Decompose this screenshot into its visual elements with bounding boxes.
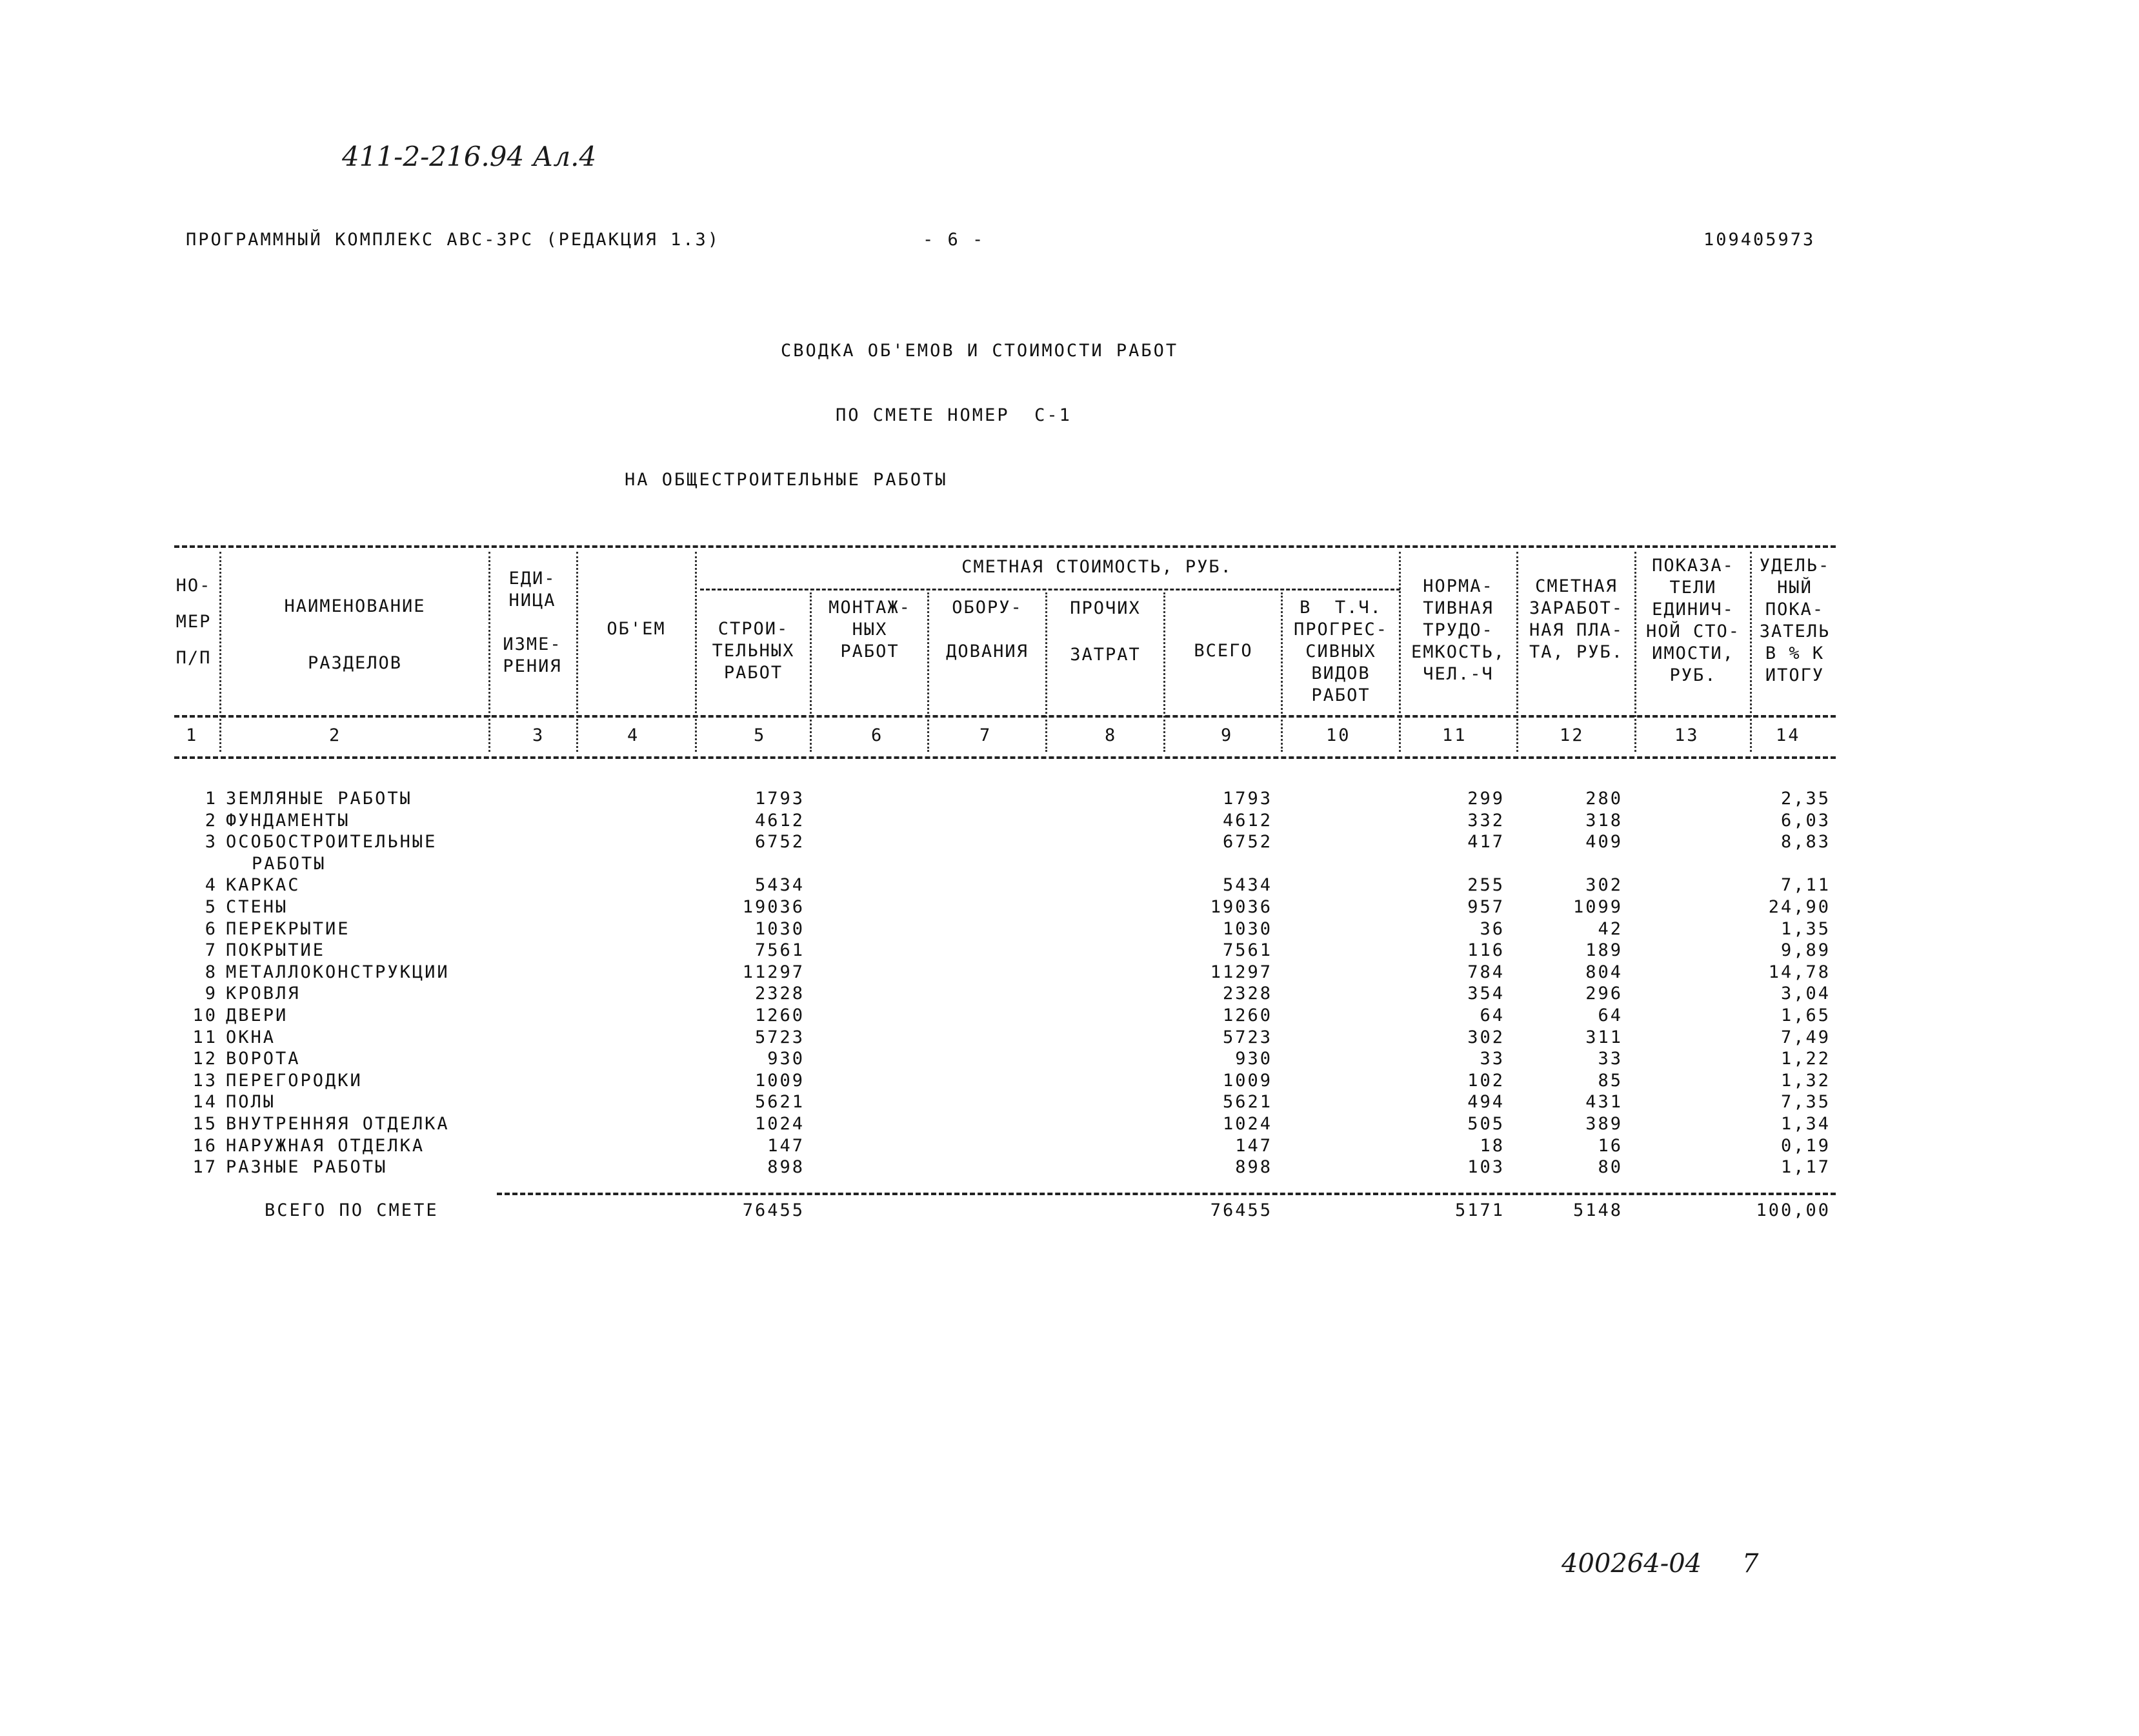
row-total: 1260 (1222, 1005, 1272, 1025)
row-name: ФУНДАМЕНТЫ (226, 811, 350, 831)
table-row (0, 811, 2139, 833)
column-number: 9 (1221, 725, 1234, 745)
row-labor: 299 (1467, 789, 1505, 809)
row-wage: 389 (1585, 1114, 1623, 1134)
row-name: ПЕРЕГОРОДКИ (226, 1071, 363, 1091)
row-labor: 505 (1467, 1114, 1505, 1134)
table-row (0, 962, 2139, 984)
row-number: 2 (205, 811, 217, 831)
row-labor: 494 (1467, 1092, 1505, 1112)
row-share: 6,03 (1780, 811, 1831, 831)
table-row (0, 984, 2139, 1005)
table-row (0, 919, 2139, 941)
page-number: - 6 - (923, 230, 985, 250)
totals-top-rule (497, 1193, 1836, 1195)
row-wage: 318 (1585, 811, 1623, 831)
row-total: 898 (1235, 1157, 1272, 1177)
row-number: 16 (192, 1136, 217, 1156)
row-number: 14 (192, 1092, 217, 1112)
col-header-progressive: В Т.Ч. ПРОГРЕС- СИВНЫХ ВИДОВ РАБОТ (1293, 598, 1389, 705)
numbers-bottom-rule (174, 756, 1836, 759)
table-row (0, 1114, 2139, 1136)
row-number: 5 (205, 897, 217, 917)
row-name: ПОЛЫ (226, 1092, 276, 1112)
row-share: 2,35 (1780, 789, 1831, 809)
table-row (0, 897, 2139, 919)
handwritten-doc-number: 411-2-216.94 Ал.4 (342, 141, 597, 172)
row-name: ОСОБОСТРОИТЕЛЬНЫЕ (226, 832, 437, 852)
row-construction: 1009 (754, 1071, 805, 1091)
row-total: 5621 (1222, 1092, 1272, 1112)
row-share: 1,34 (1780, 1114, 1831, 1134)
row-number: 8 (205, 962, 217, 982)
column-number: 4 (627, 725, 640, 745)
row-name: НАРУЖНАЯ ОТДЕЛКА (226, 1136, 425, 1156)
table-row (0, 1049, 2139, 1071)
column-number: 12 (1560, 725, 1585, 745)
program-header: ПРОГРАММНЫЙ КОМПЛЕКС АВС-3РС (РЕДАКЦИЯ 1.3) (186, 230, 720, 250)
handwritten-archive-number: 400264-04 (1562, 1549, 1702, 1579)
row-total: 2328 (1222, 984, 1272, 1004)
row-total: 1024 (1222, 1114, 1272, 1134)
row-wage: 42 (1598, 919, 1623, 939)
row-name: ДВЕРИ (226, 1005, 288, 1025)
row-name: ВОРОТА (226, 1049, 301, 1069)
row-wage: 189 (1585, 940, 1623, 960)
row-labor: 36 (1480, 919, 1505, 939)
table-row (0, 1092, 2139, 1114)
row-name: СТЕНЫ (226, 897, 288, 917)
row-labor: 332 (1467, 811, 1505, 831)
table-row (0, 1136, 2139, 1158)
table-row (0, 940, 2139, 962)
col-header-labor: НОРМА- ТИВНАЯ ТРУДО- ЕМКОСТЬ, ЧЕЛ.-Ч (1411, 576, 1506, 684)
row-wage: 280 (1585, 789, 1623, 809)
total-labor: 5171 (1454, 1200, 1505, 1220)
table-row (0, 875, 2139, 897)
row-construction: 1260 (754, 1005, 805, 1025)
row-total: 19036 (1210, 897, 1272, 917)
col-header-cost-group: СМЕТНАЯ СТОИМОСТЬ, РУБ. (961, 557, 1232, 577)
row-share: 1,35 (1780, 919, 1831, 939)
row-labor: 64 (1480, 1005, 1505, 1025)
row-labor: 255 (1467, 875, 1505, 895)
column-number: 3 (532, 725, 545, 745)
row-share: 1,17 (1780, 1157, 1831, 1177)
row-number: 12 (192, 1049, 217, 1069)
column-number-row (0, 725, 2139, 747)
row-construction: 898 (767, 1157, 805, 1177)
table-row (0, 832, 2139, 854)
col-header-name: НАИМЕНОВАНИЕ РАЗДЕЛОВ (284, 596, 426, 673)
estimate-number: ПО СМЕТЕ НОМЕР С-1 (836, 405, 1072, 425)
row-number: 6 (205, 919, 217, 939)
col-header-construction: СТРОИ- ТЕЛЬНЫХ РАБОТ (712, 619, 795, 683)
row-wage: 85 (1598, 1071, 1623, 1091)
row-number: 11 (192, 1027, 217, 1047)
col-header-other: ПРОЧИХ ЗАТРАТ (1070, 598, 1141, 665)
row-wage: 33 (1598, 1049, 1623, 1069)
row-total: 4612 (1222, 811, 1272, 831)
table-row-continuation (0, 854, 2139, 876)
column-number: 5 (754, 725, 767, 745)
row-number: 1 (205, 789, 217, 809)
row-total: 5434 (1222, 875, 1272, 895)
row-labor: 102 (1467, 1071, 1505, 1091)
row-share: 14,78 (1768, 962, 1831, 982)
row-construction: 6752 (754, 832, 805, 852)
row-wage: 804 (1585, 962, 1623, 982)
col-header-installation: МОНТАЖ- НЫХ РАБОТ (828, 598, 911, 661)
row-construction: 2328 (754, 984, 805, 1004)
total-share: 100,00 (1756, 1200, 1831, 1220)
row-labor: 103 (1467, 1157, 1505, 1177)
row-wage: 409 (1585, 832, 1623, 852)
estimate-subject: НА ОБЩЕСТРОИТЕЛЬНЫЕ РАБОТЫ (625, 470, 948, 490)
row-construction: 1024 (754, 1114, 805, 1134)
row-share: 7,49 (1780, 1027, 1831, 1047)
row-wage: 80 (1598, 1157, 1623, 1177)
row-name: РАЗНЫЕ РАБОТЫ (226, 1157, 388, 1177)
row-number: 4 (205, 875, 217, 895)
column-number: 7 (979, 725, 992, 745)
row-wage: 296 (1585, 984, 1623, 1004)
table-row (0, 1157, 2139, 1179)
row-construction: 4612 (754, 811, 805, 831)
row-total: 6752 (1222, 832, 1272, 852)
row-total: 1793 (1222, 789, 1272, 809)
col-header-unit-cost: ПОКАЗА- ТЕЛИ ЕДИНИЧ- НОЙ СТО- ИМОСТИ, РУБ. (1645, 556, 1741, 685)
row-number: 7 (205, 940, 217, 960)
row-name: ВНУТРЕННЯЯ ОТДЕЛКА (226, 1114, 450, 1134)
row-name: КРОВЛЯ (226, 984, 301, 1004)
row-wage: 302 (1585, 875, 1623, 895)
row-labor: 354 (1467, 984, 1505, 1004)
row-number: 3 (205, 832, 217, 852)
row-share: 24,90 (1768, 897, 1831, 917)
row-construction: 1030 (754, 919, 805, 939)
handwritten-page-number: 7 (1742, 1549, 1759, 1579)
row-construction: 5621 (754, 1092, 805, 1112)
table-row (0, 1027, 2139, 1049)
row-construction: 1793 (754, 789, 805, 809)
row-name: МЕТАЛЛОКОНСТРУКЦИИ (226, 962, 450, 982)
row-total: 930 (1235, 1049, 1272, 1069)
row-wage: 431 (1585, 1092, 1623, 1112)
row-name: ПОКРЫТИЕ (226, 940, 326, 960)
row-total: 5723 (1222, 1027, 1272, 1047)
table-top-rule (174, 545, 1836, 548)
header-bottom-rule (174, 715, 1836, 718)
row-share: 8,83 (1780, 832, 1831, 852)
column-number: 6 (871, 725, 884, 745)
row-share: 3,04 (1780, 984, 1831, 1004)
col-header-equipment: ОБОРУ- ДОВАНИЯ (946, 598, 1029, 661)
row-share: 0,19 (1780, 1136, 1831, 1156)
row-labor: 302 (1467, 1027, 1505, 1047)
column-number: 1 (186, 725, 199, 745)
row-share: 1,32 (1780, 1071, 1831, 1091)
row-labor: 18 (1480, 1136, 1505, 1156)
column-number: 10 (1326, 725, 1351, 745)
row-labor: 116 (1467, 940, 1505, 960)
document-code: 109405973 (1703, 230, 1816, 250)
row-construction: 7561 (754, 940, 805, 960)
row-construction: 5434 (754, 875, 805, 895)
row-name-continuation: РАБОТЫ (252, 854, 326, 874)
row-total: 11297 (1210, 962, 1272, 982)
column-number: 11 (1442, 725, 1467, 745)
table-row (0, 789, 2139, 811)
row-name: ЗЕМЛЯНЫЕ РАБОТЫ (226, 789, 412, 809)
total-wage: 5148 (1572, 1200, 1623, 1220)
column-number: 8 (1105, 725, 1118, 745)
row-share: 9,89 (1780, 940, 1831, 960)
row-construction: 5723 (754, 1027, 805, 1047)
col-header-share: УДЕЛЬ- НЫЙ ПОКА- ЗАТЕЛЬ В % К ИТОГУ (1759, 556, 1831, 685)
total-all: 76455 (1210, 1200, 1272, 1220)
column-number: 2 (329, 725, 342, 745)
row-construction: 147 (767, 1136, 805, 1156)
row-labor: 33 (1480, 1049, 1505, 1069)
col-header-total: ВСЕГО (1194, 641, 1253, 661)
col-header-volume: ОБ'ЕМ (607, 619, 666, 639)
row-number: 10 (192, 1005, 217, 1025)
row-share: 7,35 (1780, 1092, 1831, 1112)
row-name: ОКНА (226, 1027, 276, 1047)
table-row (0, 1071, 2139, 1093)
column-number: 14 (1776, 725, 1801, 745)
row-name: ПЕРЕКРЫТИЕ (226, 919, 350, 939)
row-share: 7,11 (1780, 875, 1831, 895)
row-total: 1009 (1222, 1071, 1272, 1091)
row-number: 17 (192, 1157, 217, 1177)
column-number: 13 (1674, 725, 1700, 745)
row-total: 7561 (1222, 940, 1272, 960)
total-construction: 76455 (742, 1200, 805, 1220)
row-wage: 64 (1598, 1005, 1623, 1025)
row-number: 9 (205, 984, 217, 1004)
row-wage: 311 (1585, 1027, 1623, 1047)
total-label: ВСЕГО ПО СМЕТЕ (265, 1200, 439, 1220)
row-wage: 1099 (1572, 897, 1623, 917)
row-share: 1,65 (1780, 1005, 1831, 1025)
row-name: КАРКАС (226, 875, 301, 895)
col-separator (219, 552, 221, 752)
row-wage: 16 (1598, 1136, 1623, 1156)
row-construction: 19036 (742, 897, 805, 917)
row-construction: 11297 (742, 962, 805, 982)
col-header-number: НО- МЕР П/П (176, 576, 212, 668)
total-row (0, 1200, 2139, 1222)
row-labor: 417 (1467, 832, 1505, 852)
table-row (0, 1005, 2139, 1027)
row-number: 13 (192, 1071, 217, 1091)
col-header-unit: ЕДИ- НИЦА ИЗМЕ- РЕНИЯ (503, 569, 562, 676)
col-header-wage: СМЕТНАЯ ЗАРАБОТ- НАЯ ПЛА- ТА, РУБ. (1529, 576, 1624, 662)
row-total: 147 (1235, 1136, 1272, 1156)
row-share: 1,22 (1780, 1049, 1831, 1069)
row-number: 15 (192, 1114, 217, 1134)
row-total: 1030 (1222, 919, 1272, 939)
group-rule (700, 589, 1400, 590)
row-labor: 957 (1467, 897, 1505, 917)
row-construction: 930 (767, 1049, 805, 1069)
page-title: СВОДКА ОБ'ЕМОВ И СТОИМОСТИ РАБОТ (781, 341, 1179, 361)
row-labor: 784 (1467, 962, 1505, 982)
col-separator (576, 552, 578, 752)
